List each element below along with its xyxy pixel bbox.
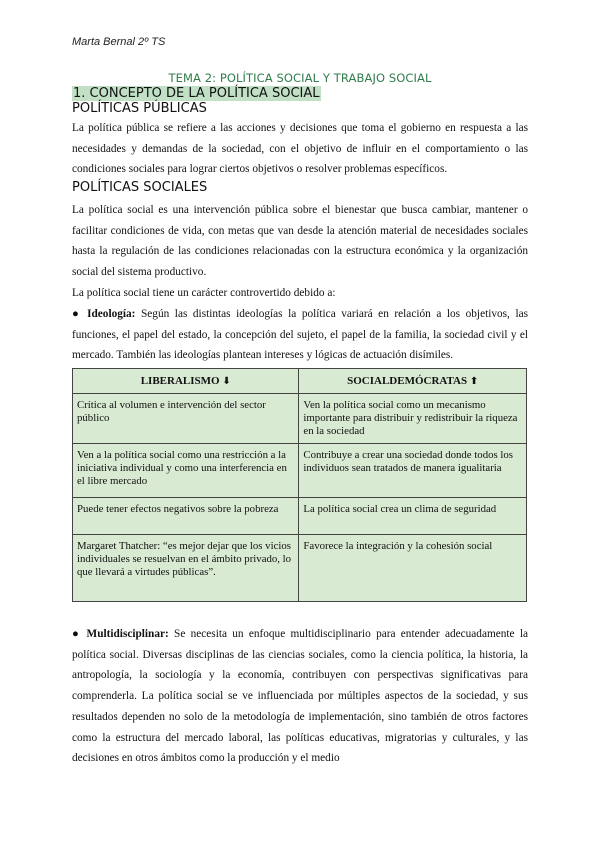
table-cell: Margaret Thatcher: “es mejor dejar que los vicios individuales se resuelvan en el ámbito privado, lo que llevará a virtudes públicas”. <box>73 534 299 601</box>
author-header: Marta Bernal 2º TS <box>72 36 166 48</box>
bullet-ideologia <box>72 304 528 366</box>
subheading-politicas-publicas: POLÍTICAS PÚBLICAS <box>72 101 207 116</box>
paragraph-politicas-sociales: La política social es una intervención pública sobre el bienestar que busca cambiar, mantener o facilitar condiciones de vida, con metas que van desde la atención material de necesidades sociales hasta la regulación de las condiciones relacionadas con la estructura económica y la organización social del sistema productivo. <box>72 204 528 279</box>
bullet-ideologia-text: Según las distintas ideologías la política variará en relación a los objetivos, las funciones, el papel del estado, la concepción del sujeto, el papel de la familia, la sociedad civil y el mercado. También las ideologías plantean intereses y lógicas de actuación disímiles. <box>72 308 528 362</box>
paragraph-caracter: La política social tiene un carácter controvertido debido a: <box>72 287 336 299</box>
header-socialdemocratas: SOCIALDEMÓCRATAS ⬆ <box>299 369 527 394</box>
table-row <box>73 443 527 497</box>
table-cell: Favorece la integración y la cohesión social <box>299 534 527 601</box>
table-header-row <box>73 369 527 394</box>
paragraph-politicas-publicas: La política pública se refiere a las acciones y decisiones que toma el gobierno en respuesta a las necesidades y demandas de la sociedad, con el objetivo de influir en el comportamiento o las condiciones sociales para lograr ciertos objetivos o resolver problemas específicos. <box>72 122 528 176</box>
table-cell: La política social crea un clima de seguridad <box>299 497 527 534</box>
header-liberalismo: LIBERALISMO ⬇ <box>73 369 299 394</box>
bullet-multidisciplinar-text: Se necesita un enfoque multidisciplinario para entender adecuadamente la política social. Diversas disciplinas de las ciencias sociales, como la ciencia política, la historia, la antropología, la sociología y la economía, contribuyen con perspectivas significativas para comprenderla. La política social se ve influenciada por múltiples aspectos de la sociedad, y sus resultados dependen no solo de la metodología de implementación, sino también de otros factores como la estructura del mercado laboral, las políticas educativas, migratorias y culturales, y las decisiones en otros ámbitos como la producción y el medio <box>72 628 528 765</box>
table-cell: Ven la política social como un mecanismo importante para distribuir y redistribuir la riqueza en la sociedad <box>299 394 527 444</box>
table-cell: Puede tener efectos negativos sobre la pobreza <box>73 497 299 534</box>
table-cell: Contribuye a crear una sociedad donde todos los individuos sean tratados de manera igualitaria <box>299 443 527 497</box>
table-row <box>73 497 527 534</box>
arrow-down-icon: ⬇ <box>222 376 231 387</box>
bullet-multidisciplinar <box>72 624 528 769</box>
document-title: TEMA 2: POLÍTICA SOCIAL Y TRABAJO SOCIAL <box>168 71 432 85</box>
bullet-multidisciplinar-label: ● Multidisciplinar: <box>72 628 169 640</box>
table-row <box>73 394 527 444</box>
comparison-table <box>72 368 527 602</box>
arrow-up-icon: ⬆ <box>469 376 479 387</box>
bullet-ideologia-label: ● Ideología: <box>72 308 136 320</box>
table-cell: Crítica al volumen e intervención del sector público <box>73 394 299 444</box>
subheading-politicas-sociales: POLÍTICAS SOCIALES <box>72 180 208 195</box>
table-cell: Ven a la política social como una restricción a la iniciativa individual y como una interferencia en el libre mercado <box>73 443 299 497</box>
table-row <box>73 534 527 601</box>
section-heading-concepto: 1. CONCEPTO DE LA POLÍTICA SOCIAL <box>73 86 320 101</box>
